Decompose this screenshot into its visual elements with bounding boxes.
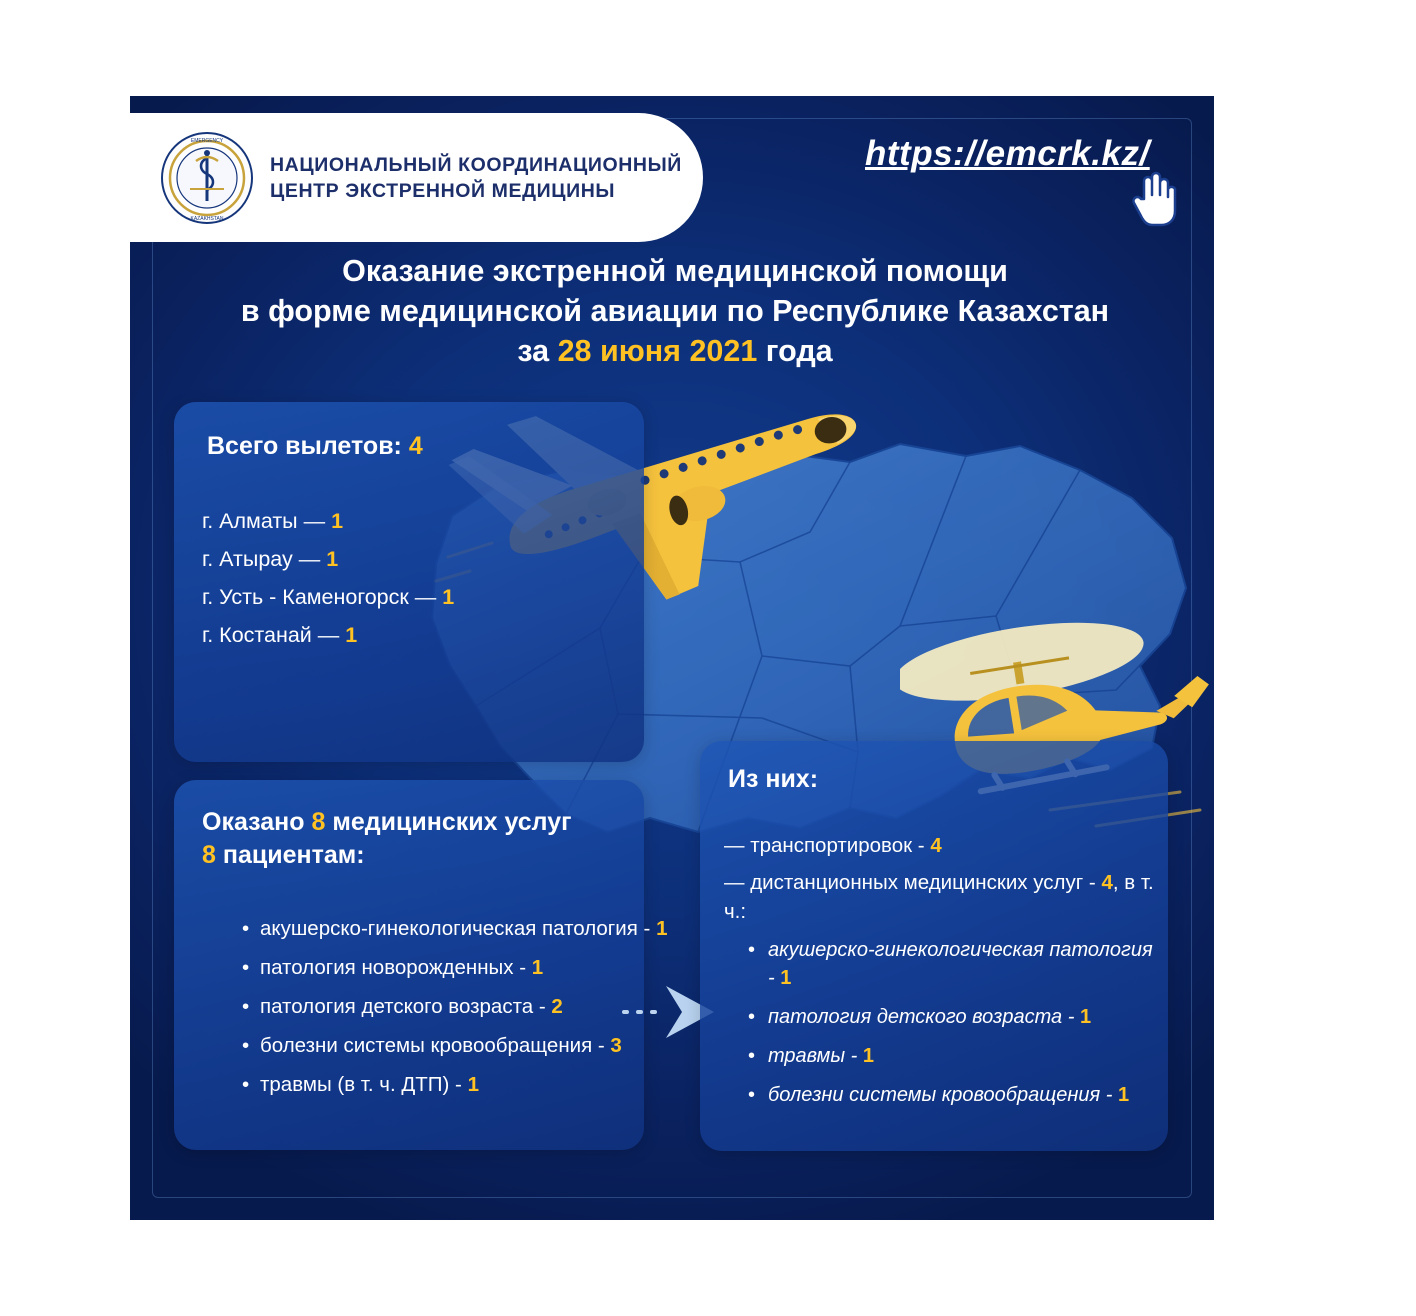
services-heading-pre: Оказано (202, 808, 312, 836)
infographic-poster (130, 96, 1214, 1220)
svg-text:KAZAKHSTAN: KAZAKHSTAN (190, 215, 224, 222)
patients-count: 8 (202, 841, 216, 869)
list-item (240, 953, 670, 982)
list-item (202, 616, 622, 654)
title-date: 28 июня 2021 (557, 334, 758, 368)
breakdown-sub-value: 1 (1079, 1006, 1092, 1028)
breakdown-sub-text: акушерско-гинекологическая патология - (768, 939, 1153, 989)
departure-city: г. Усть - Каменогорск — (202, 585, 437, 609)
list-item (240, 1070, 670, 1099)
page-title (190, 251, 1160, 371)
service-text: патология детского возраста - (260, 995, 546, 1018)
list-item (746, 1042, 1160, 1070)
svg-text:EMERGENCY: EMERGENCY (190, 137, 224, 144)
page-title-line1: Оказание экстренной медицинской помощи (342, 254, 1008, 288)
departure-city: г. Костанай — (202, 623, 340, 647)
breakdown-sublist (720, 936, 1160, 1109)
organization-name-line2: ЦЕНТР ЭКСТРЕННОЙ МЕДИЦИНЫ (270, 179, 616, 202)
list-item (746, 936, 1160, 992)
departure-value: 1 (345, 623, 358, 647)
service-text: травмы (в т. ч. ДТП) - (260, 1073, 462, 1096)
breakdown-sub-text: травмы - (768, 1045, 858, 1067)
service-value: 2 (551, 995, 563, 1018)
list-item (202, 502, 622, 540)
list-item (240, 992, 670, 1021)
departures-heading (207, 430, 423, 463)
breakdown-text: — дистанционных медицинских услуг - (724, 871, 1096, 894)
title-date-prefix: за (517, 334, 558, 368)
list-item (240, 914, 670, 943)
hand-cursor-icon (1130, 169, 1178, 227)
emblem-icon (160, 131, 254, 225)
service-text: патология новорожденных - (260, 956, 527, 979)
services-heading (202, 806, 622, 872)
departure-value: 1 (326, 547, 339, 571)
title-date-suffix: года (757, 334, 833, 368)
service-value: 1 (656, 917, 668, 940)
breakdown-sub-text: патология детского возраста - (768, 1006, 1075, 1028)
breakdown-card (700, 741, 1168, 1151)
departures-total-value: 4 (408, 432, 423, 460)
services-list (200, 914, 670, 1109)
services-count: 8 (311, 808, 326, 836)
list-item (746, 1081, 1160, 1109)
services-card (174, 780, 668, 1150)
website-url-link[interactable]: https://emcrk.kz/ (865, 134, 1150, 173)
services-heading-post: пациентам: (215, 841, 365, 869)
departure-city: г. Алматы — (202, 509, 326, 533)
departure-value: 1 (442, 585, 455, 609)
breakdown-list (720, 831, 1160, 1125)
breakdown-value: 4 (930, 834, 942, 857)
service-text: болезни системы кровообращения - (260, 1034, 605, 1057)
breakdown-heading: Из них: (728, 765, 819, 793)
breakdown-sub-value: 1 (1117, 1084, 1130, 1106)
service-value: 1 (467, 1073, 479, 1096)
list-item (202, 540, 622, 578)
services-heading-mid: медицинских услуг (325, 808, 572, 836)
breakdown-sub-value: 1 (862, 1045, 875, 1067)
service-text: акушерско-гинекологическая патология - (260, 917, 651, 940)
departures-list (202, 502, 622, 654)
page-title-line2: в форме медицинской авиации по Республике Казахстан (240, 294, 1110, 328)
breakdown-sub-text: болезни системы кровообращения - (768, 1084, 1113, 1106)
departures-heading-label: Всего вылетов: (207, 432, 402, 460)
departure-value: 1 (331, 509, 344, 533)
organization-name (270, 152, 682, 204)
list-item (202, 578, 622, 616)
organization-logo-banner (130, 113, 703, 242)
departures-card (174, 402, 644, 762)
list-item (720, 831, 1160, 860)
breakdown-suffix: , в т. ч.: (724, 871, 1154, 923)
list-item (720, 868, 1160, 926)
breakdown-text: — транспортировок - (724, 834, 925, 857)
breakdown-sub-value: 1 (780, 967, 792, 989)
service-value: 1 (531, 956, 544, 979)
departure-city: г. Атырау — (202, 547, 321, 571)
breakdown-value: 4 (1101, 871, 1113, 894)
organization-name-line1: НАЦИОНАЛЬНЫЙ КООРДИНАЦИОННЫЙ (270, 153, 682, 176)
list-item (746, 1003, 1160, 1031)
list-item (240, 1031, 670, 1060)
service-value: 3 (610, 1034, 622, 1057)
